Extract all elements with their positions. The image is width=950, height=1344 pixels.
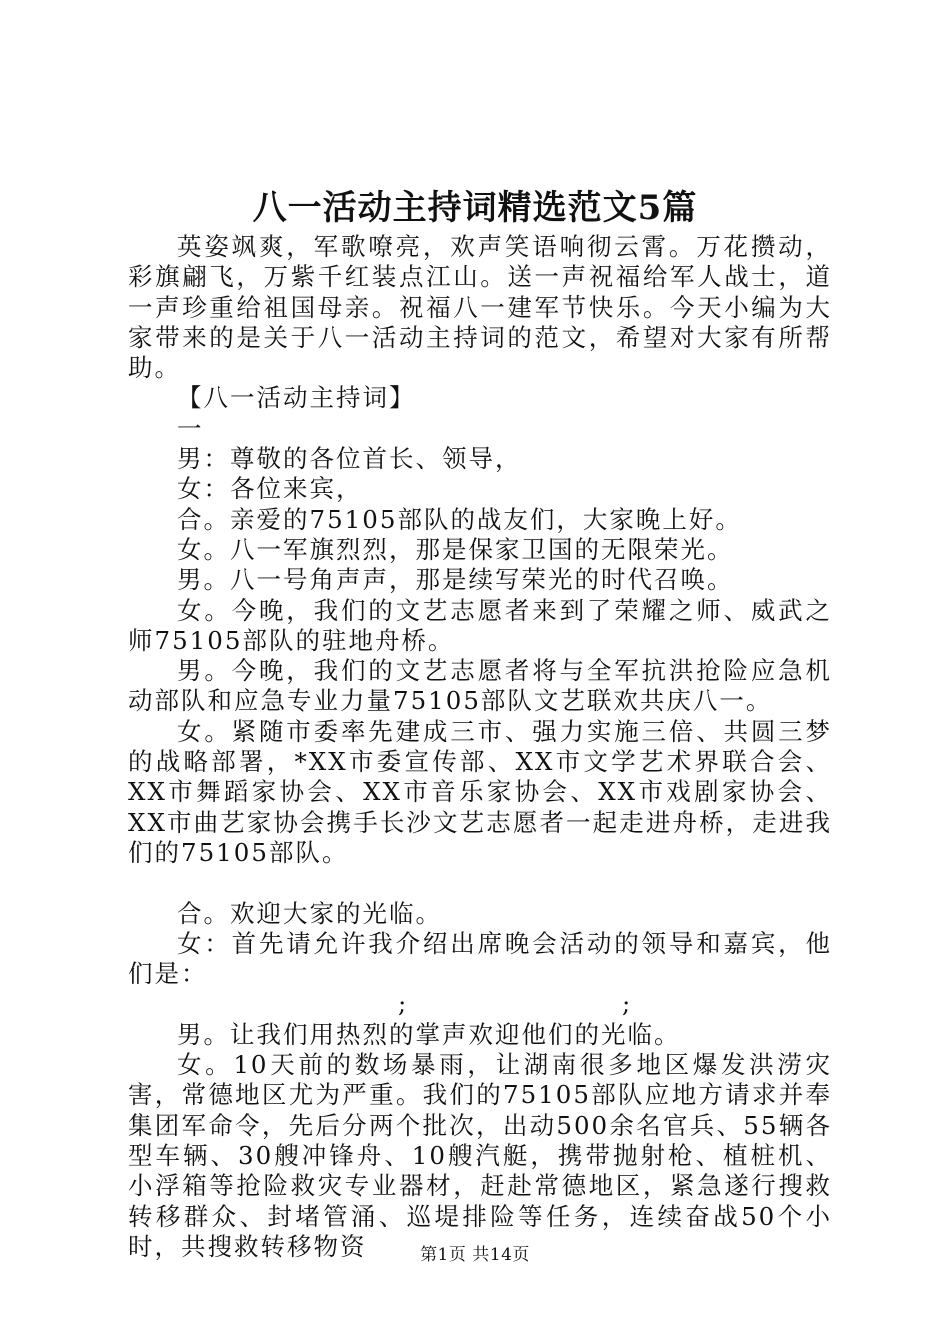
script-line: 男。今晚，我们的文艺志愿者将与全军抗洪抢险应急机动部队和应急专业力量75105部队文艺联欢共庆八一。 [128, 656, 832, 716]
script-line: 女。今晚，我们的文艺志愿者来到了荣耀之师、威武之师75105部队的驻地舟桥。 [128, 595, 832, 655]
script-line: 合。欢迎大家的光临。 [177, 898, 442, 928]
guest-separator: ; [398, 989, 407, 1019]
script-line: 男：尊敬的各位首长、领导， [177, 444, 522, 474]
script-line: 女。八一军旗烈烈，那是保家卫国的无限荣光。 [177, 534, 734, 564]
document-title: 八一活动主持词精选范文5篇 [252, 188, 698, 228]
page-footer: 第1页 共14页 [420, 1245, 530, 1265]
script-line: 女。10天前的数场暴雨，让湖南很多地区爆发洪涝灾害，常德地区尤为严重。我们的75105部队应地方请求并奉集团军命令，先后分两个批次，出动500余名官兵、55辆各型车辆、30艘冲锋舟、10艘汽艇，携带抛射枪、植桩机、小浮箱等抢险救灾专业器材，赶赴常德地区，紧急遂行搜救转移群众、封堵管涌、巡堤排险等任务，连续奋战50个小时，共搜救转移物资 [128, 1050, 832, 1261]
script-line: 女。紧随市委率先建成三市、强力实施三倍、共圆三梦的战略部署，*XX市委宣传部、XX市文学艺术界联合会、XX市舞蹈家协会、XX市音乐家协会、XX市戏剧家协会、XX市曲艺家协会携手长沙文艺志愿者一起走进舟桥，走进我们的75105部队。 [128, 716, 832, 867]
script-line: 男。八一号角声声，那是续写荣光的时代召唤。 [177, 565, 734, 595]
section-number: 一 [177, 413, 204, 443]
script-line: 合。亲爱的75105部队的战友们，大家晚上好。 [177, 504, 742, 534]
intro-paragraph: 英姿飒爽，军歌嘹亮，欢声笑语响彻云霄。万花攒动，彩旗翩飞，万紫千红装点江山。送一声祝福给军人战士，道一声珍重给祖国母亲。祝福八一建军节快乐。今天小编为大家带来的是关于八一活动主持词的范文，希望对大家有所帮助。 [128, 232, 832, 383]
blank-line [128, 868, 832, 898]
guest-separator: ; [622, 989, 631, 1019]
document-body [128, 232, 832, 1262]
guest-list-placeholder [128, 989, 832, 1019]
script-line: 女：首先请允许我介绍出席晚会活动的领导和嘉宾，他们是： [128, 928, 832, 989]
script-line: 女：各位来宾， [177, 474, 363, 504]
script-line: 男。让我们用热烈的掌声欢迎他们的光临。 [177, 1019, 681, 1049]
section-heading: 【八一活动主持词】 [177, 383, 416, 413]
